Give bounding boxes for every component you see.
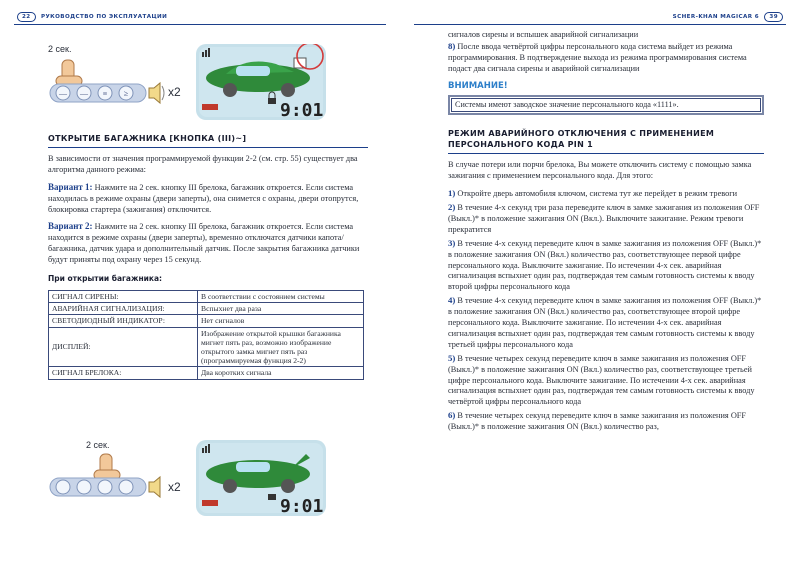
- hand-press-icon: [56, 60, 82, 86]
- step-8: 8) После ввода четвёртой цифры персонального кода система выйдет из режима программирования. В подтверждение выхода из режима программирования система подаст два сигнала сирены и аварийной сигнализации: [448, 40, 747, 73]
- press-duration-label: 2 сек.: [48, 44, 72, 54]
- lcd-graphic-2: [196, 440, 326, 516]
- emergency-steps: [448, 188, 764, 433]
- lcd-graphic: [196, 44, 326, 120]
- svg-text:—: —: [80, 89, 88, 98]
- fob-buttons-graphic-2: [44, 440, 194, 510]
- table-row: [49, 327, 364, 367]
- warning-title: ВНИМАНИЕ!: [448, 80, 508, 91]
- table-row: [49, 367, 364, 379]
- prev-step-tail: сигналов сирены и вспышек аварийной сигнализации: [448, 30, 639, 39]
- warning-box: Системы имеют заводское значение персонального кода «1111».: [448, 95, 764, 116]
- fob-button-row: [50, 84, 146, 102]
- table-row: [49, 315, 364, 327]
- variant-2: [48, 221, 368, 266]
- table-row: [49, 290, 364, 302]
- section-title-emergency: РЕЖИМ АВАРИЙНОГО ОТКЛЮЧЕНИЯ С ПРИМЕНЕНИЕМ ПЕРСОНАЛЬНОГО КОДА PIN 1: [448, 129, 764, 154]
- variant-1-lead: Вариант 1:: [48, 181, 93, 192]
- table-value: Вспыхнет два раза: [198, 303, 364, 315]
- list-item: 3) В течение 4-х секунд переведите ключ в замке зажигания из положения OFF (Выкл.)* в положение зажигания ON (Вкл.) количество раз, соответствующее первой цифре персонального кода. Выключите зажигание. По истечении 4-х сек. аварийная сигнализация вспыхнет один раз, подтверждая тем самым готовность системы к вводу второй цифры персонального кода: [448, 237, 762, 292]
- lock-icon: [268, 494, 276, 500]
- left-column: [48, 134, 368, 380]
- keyfob-press-figure-bottom: [44, 440, 194, 510]
- table-value: Два коротких сигнала: [198, 367, 364, 379]
- table-key: АВАРИЙНАЯ СИГНАЛИЗАЦИЯ:: [49, 303, 198, 315]
- right-column: [448, 30, 764, 433]
- fob-button-row: [50, 478, 146, 496]
- table-value: В соответствии с состоянием системы: [198, 290, 364, 302]
- svg-text:≥: ≥: [123, 89, 129, 98]
- table-key: СВЕТОДИОДНЫЙ ИНДИКАТОР:: [49, 315, 198, 327]
- variant-2-lead: Вариант 2:: [48, 221, 93, 232]
- table-value: Нет сигналов: [198, 315, 364, 327]
- fob-lcd-display-bottom: [196, 440, 326, 516]
- fob-buttons-graphic: [44, 42, 194, 112]
- svg-text:—: —: [59, 89, 67, 98]
- repeat-count-2: x2: [168, 480, 181, 494]
- press-duration-label-2: 2 сек.: [86, 440, 110, 450]
- repeat-count: x2: [168, 85, 181, 99]
- left-header-rule: [14, 24, 386, 25]
- list-item: 2) В течение 4-х секунд три раза переведите ключ в замке зажигания из положения OFF (Выкл.)* в положение зажигания ON (Вкл.). Выключите зажигание. Режим тревоги прекратится: [448, 201, 760, 234]
- right-page-header: [673, 12, 786, 22]
- lcd-time-2: 9:01: [280, 496, 324, 516]
- section-title-trunk: ОТКРЫТИЕ БАГАЖНИКА [КНОПКА (III)~]: [48, 134, 368, 148]
- speaker-icon: [149, 83, 164, 103]
- left-page-number: 22: [17, 12, 36, 22]
- table-row: [49, 303, 364, 315]
- list-item: 6) В течение четырех секунд переведите ключ в замке зажигания из положения OFF (Выкл.)* в положение зажигания ON (Вкл.) количество раз,: [448, 410, 747, 432]
- right-header-rule: [414, 24, 786, 25]
- table-key: СИГНАЛ СИРЕНЫ:: [49, 290, 198, 302]
- table-title: При открытии багажника:: [48, 274, 163, 284]
- right-header-title: SCHER-KHAN MAGICAR 6: [672, 14, 760, 20]
- variant-1-text: Нажмите на 2 сек. кнопку III брелока, багажник откроется. Если система находилась в режиме охраны (двери заперты), она снимется с охраны, двери отопрутся, блокировка стартера (зажигания) отключится.: [48, 182, 359, 214]
- table-key: СИГНАЛ БРЕЛОКА:: [49, 367, 198, 379]
- speaker-icon: [149, 477, 160, 497]
- right-page-number: 39: [764, 12, 783, 22]
- list-item: 5) В течение четырех секунд переведите ключ в замке зажигания из положения OFF (Выкл.)* в положение зажигания ON (Вкл.) количество раз, соответствующее третьей цифре персонального кода. Выключите зажигание. По истечении 4-х сек. аварийная сигнализация вспыхнет один раз, подтверждая тем самым готовность системы к вводу четвёртой цифры персонального кода: [448, 352, 755, 407]
- variant-1: [48, 182, 368, 216]
- left-header-title: РУКОВОДСТВО ПО ЭКСПЛУАТАЦИИ: [40, 14, 168, 20]
- lcd-time: 9:01: [280, 100, 324, 120]
- table-key: ДИСПЛЕЙ:: [49, 327, 198, 367]
- list-item: 4) В течение 4-х секунд переведите ключ в замке зажигания из положения OFF (Выкл.)* в положение зажигания ON (Вкл.) количество раз, соответствующее второй цифре персонального кода. Выключите зажигание. По истечении 4-х сек. аварийная сигнализация вспыхнет один раз, подтверждая тем самым готовность системы к вводу третьей цифры персонального кода: [448, 295, 762, 349]
- fob-lcd-display-top: [196, 44, 326, 120]
- trunk-intro: В зависимости от значения программируемой функции 2-2 (см. стр. 55) существует два алгоритма данного режима:: [48, 153, 358, 174]
- left-page-header: [14, 12, 167, 22]
- emergency-intro: В случае потери или порчи брелока, Вы можете отключить систему с помощью замка зажигания с применением персонального кода. Для этого:: [448, 160, 752, 181]
- table-value: Изображение открытой крышки багажника мигнет пять раз, возможно изображение открытого замка мигнет пять раз (программируемая функция 2-2): [198, 327, 364, 367]
- svg-text:≡: ≡: [102, 89, 108, 98]
- list-item: 1) Откройте дверь автомобиля ключом, система тут же перейдет в режим тревоги: [448, 188, 738, 199]
- trunk-signals-table: [48, 290, 364, 380]
- variant-2-text: Нажмите на 2 сек. кнопку III брелока, багажник откроется. Если система находится в режиме охраны (двери заперты), временно отключатся датчики капота/багажника, датчик удара и дополнительный датчик. После закрытия багажника датчики будут приняты под охрану через 15 секунд.: [48, 222, 360, 265]
- keyfob-press-figure-top: [44, 42, 194, 112]
- hand-press-icon: [94, 454, 120, 480]
